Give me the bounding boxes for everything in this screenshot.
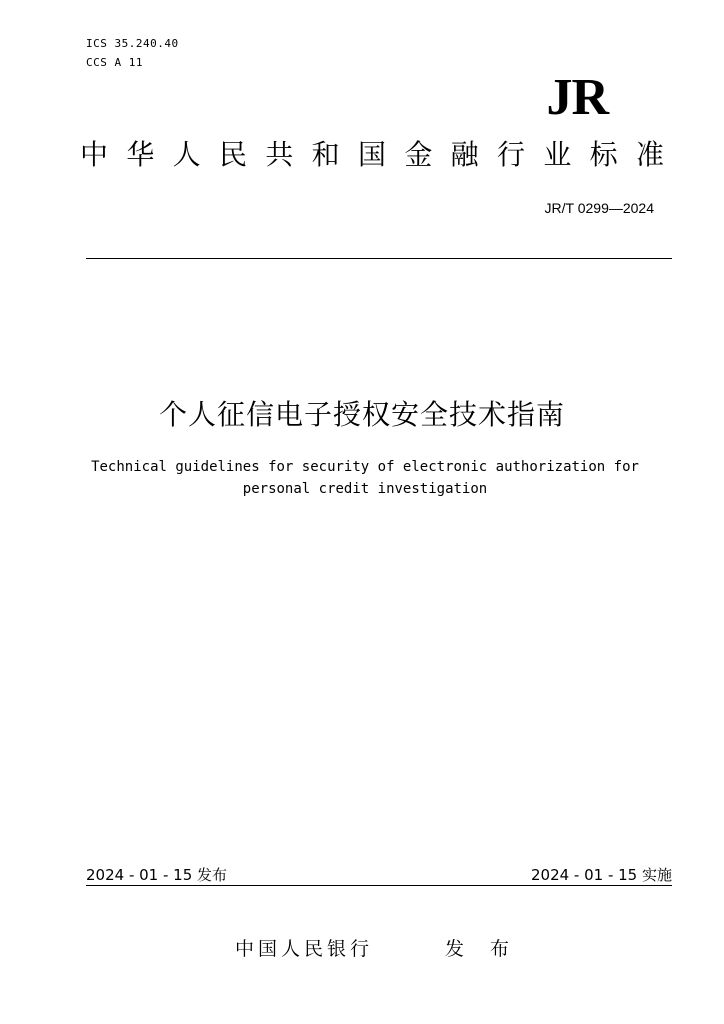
standard-number: JR/T 0299—2024 xyxy=(544,200,654,216)
issuing-authority: 中国人民银行 xyxy=(235,938,374,960)
implement-date: 2024 - 01 - 15 实施 xyxy=(530,866,672,884)
bottom-divider xyxy=(86,885,672,886)
issue-label: 发 布 xyxy=(445,938,520,960)
publish-date: 2024 - 01 - 15 发布 xyxy=(86,866,228,884)
jr-logo: JR xyxy=(546,69,608,126)
ccs-code: CCS A 11 xyxy=(86,56,143,69)
industry-standard-title: 中华人民共和国金融行业标准 xyxy=(80,138,670,171)
document-title-chinese: 个人征信电子授权安全技术指南 xyxy=(158,398,565,431)
top-divider xyxy=(86,258,672,259)
document-title-english: Technical guidelines for security of electronic authorization for personal credit investigation xyxy=(91,459,639,497)
ics-code: ICS 35.240.40 xyxy=(86,37,179,50)
